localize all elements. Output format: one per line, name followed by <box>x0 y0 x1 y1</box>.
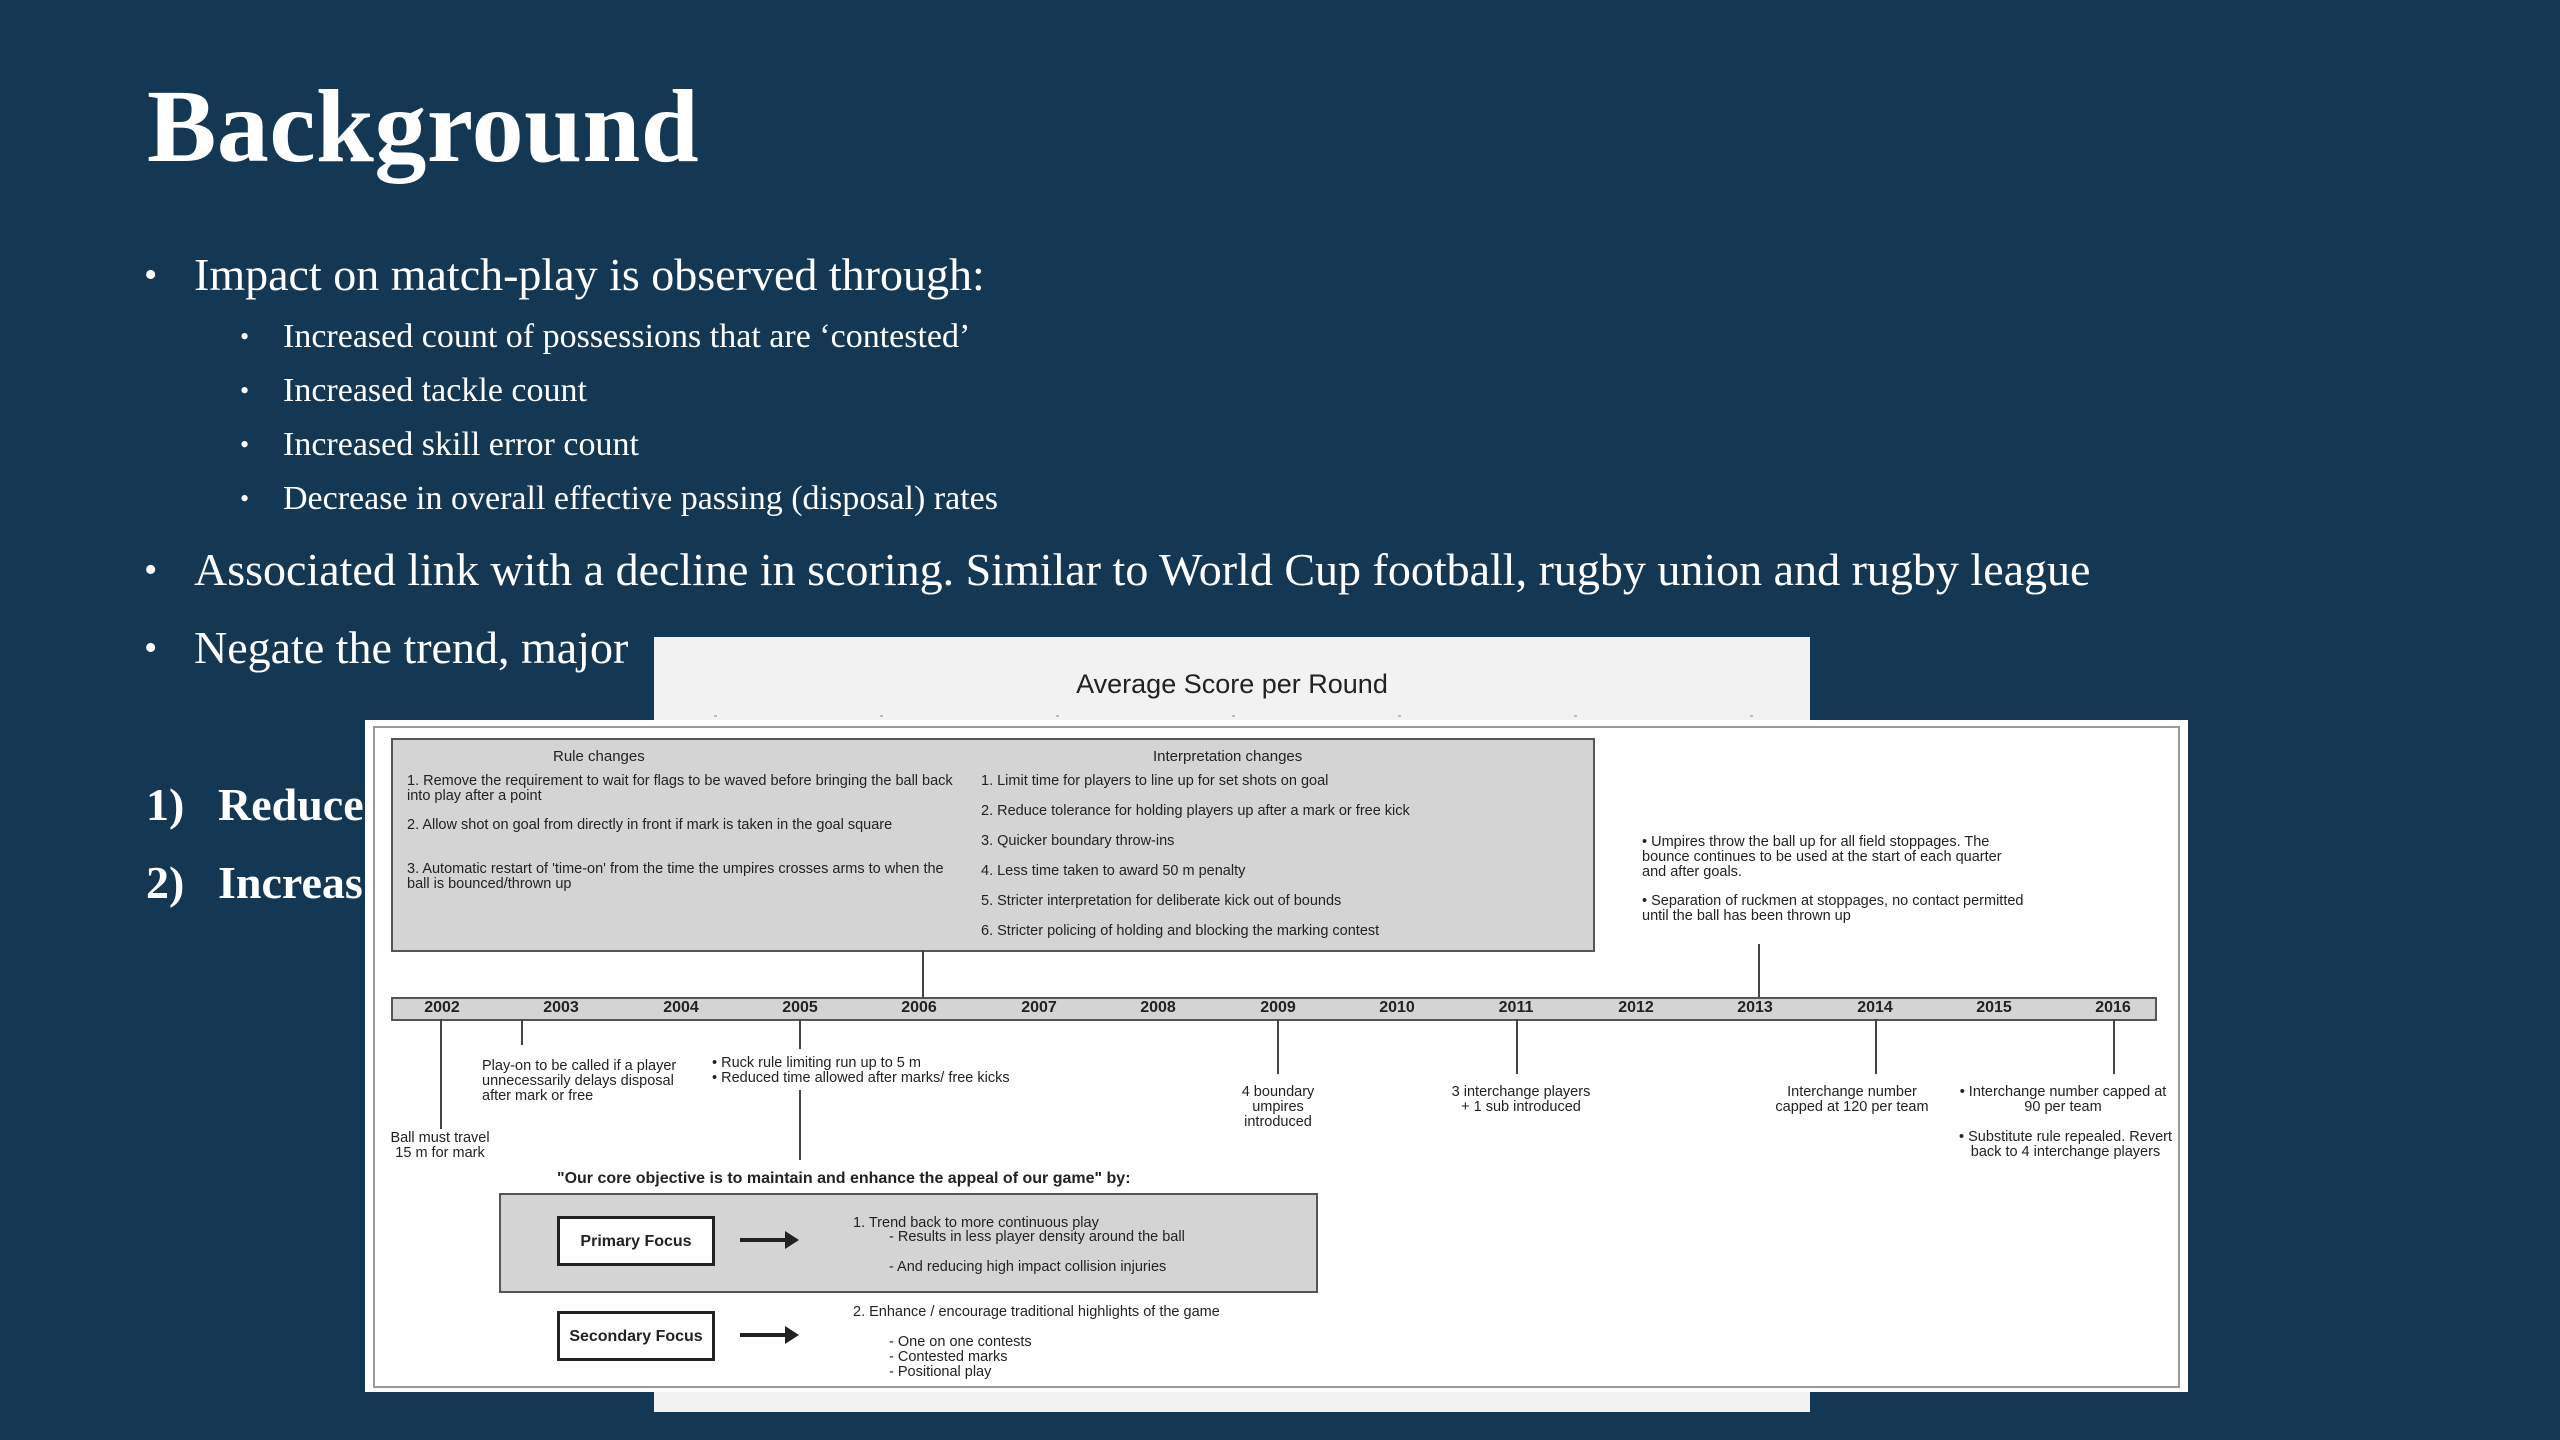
connector-line <box>922 950 924 997</box>
timeline-year: 2012 <box>1618 999 1654 1016</box>
timeline-note: Play-on to be called if a player unnecessarily delays disposal after mark or free <box>482 1058 677 1104</box>
item-text: Reduce <box>218 779 364 830</box>
timeline-note: • Substitute rule repealed. Revert back to 4 interchange players <box>1958 1129 2173 1160</box>
timeline-year: 2007 <box>1021 999 1057 1016</box>
timeline-year: 2013 <box>1737 999 1773 1016</box>
interpretation-change-item: 2. Reduce tolerance for holding players up after a mark or free kick <box>981 803 1410 819</box>
timeline-note: Ball must travel 15 m for mark <box>390 1130 490 1161</box>
rule-changes-box <box>391 738 1595 952</box>
timeline-year: 2006 <box>901 999 937 1016</box>
slide-title: Background <box>147 69 700 184</box>
timeline-note: 4 boundary umpires introduced <box>1241 1084 1315 1130</box>
rule-changes-timeline-figure <box>365 720 2188 1392</box>
chart-axis-ticks <box>714 715 1750 719</box>
rule-change-item: 3. Automatic restart of 'time-on' from the time the umpires crosses arms to when the ball is bounced/thrown up <box>407 861 944 892</box>
arrow-right-icon <box>740 1238 795 1242</box>
bullet-text: Negate the trend, major <box>194 622 629 673</box>
bullet-dot: • <box>240 430 250 459</box>
primary-focus-item: - Results in less player density around the ball <box>889 1229 1185 1245</box>
interpretation-changes-header: Interpretation changes <box>1153 748 1303 765</box>
timeline-year: 2005 <box>782 999 818 1016</box>
connector-line <box>1277 1019 1279 1074</box>
bullet-dot: • <box>240 322 250 351</box>
timeline-note: • Ruck rule limiting run up to 5 m <box>712 1055 921 1071</box>
rule-change-item: 1. Remove the requirement to wait for flags to be waved before bringing the ball back into play after a point <box>407 773 953 804</box>
secondary-focus-label: Secondary Focus <box>557 1311 715 1361</box>
secondary-focus-item: - Contested marks <box>889 1349 1008 1365</box>
connector-line <box>440 1019 442 1129</box>
arrow-right-icon <box>740 1333 795 1337</box>
timeline-note: Interchange number capped at 120 per team <box>1775 1084 1929 1115</box>
rule-change-item: 2. Allow shot on goal from directly in front if mark is taken in the goal square <box>407 817 893 833</box>
primary-focus-item: 1. Trend back to more continuous play <box>853 1215 1099 1231</box>
connector-line <box>2113 1019 2115 1074</box>
secondary-focus-item: 2. Enhance / encourage traditional highlights of the game <box>853 1304 1220 1320</box>
item-text: Increas <box>218 857 363 908</box>
timeline-year: 2011 <box>1498 999 1534 1016</box>
secondary-focus-item: - One on one contests <box>889 1334 1032 1350</box>
umpire-note: • Umpires throw the ball up for all field stoppages. The bounce continues to be used at the start of each quarter and after goals. <box>1642 834 2002 880</box>
timeline-year: 2003 <box>543 999 579 1016</box>
item-number: 1) <box>146 779 185 830</box>
timeline-note: 3 interchange players + 1 sub introduced <box>1451 1084 1591 1115</box>
timeline-year: 2014 <box>1857 999 1893 1016</box>
connector-line <box>1875 1019 1877 1074</box>
connector-line <box>799 1019 801 1049</box>
timeline-year: 2015 <box>1976 999 2012 1016</box>
timeline-year: 2010 <box>1379 999 1415 1016</box>
rule-changes-header: Rule changes <box>553 748 645 765</box>
bullet-dot: • <box>144 627 158 669</box>
sub-bullet-text: Decrease in overall effective passing (disposal) rates <box>283 480 998 517</box>
sub-bullet-text: Increased skill error count <box>283 426 639 463</box>
primary-focus-item: - And reducing high impact collision injuries <box>889 1259 1167 1275</box>
item-number: 2) <box>146 857 185 908</box>
secondary-focus-item: - Positional play <box>889 1364 992 1380</box>
sub-bullet-text: Increased tackle count <box>283 372 587 409</box>
bullet-dot: • <box>144 549 158 591</box>
timeline-year: 2009 <box>1260 999 1296 1016</box>
interpretation-change-item: 5. Stricter interpretation for deliberate kick out of bounds <box>981 893 1342 909</box>
bullet-text: Associated link with a decline in scoring. Similar to World Cup football, rugby union and rugby league <box>194 544 2091 595</box>
timeline-year: 2002 <box>424 999 460 1016</box>
primary-focus-label: Primary Focus <box>557 1216 715 1266</box>
bullet-text: Impact on match-play is observed through: <box>194 249 985 300</box>
core-objective-quote: "Our core objective is to maintain and enhance the appeal of our game" by: <box>557 1170 1131 1187</box>
umpire-note: • Separation of ruckmen at stoppages, no contact permitted until the ball has been thrown up <box>1642 893 2024 924</box>
bullet-dot: • <box>144 254 158 296</box>
timeline-year: 2016 <box>2095 999 2131 1016</box>
interpretation-change-item: 1. Limit time for players to line up for set shots on goal <box>981 773 1329 789</box>
connector-line <box>1516 1019 1518 1074</box>
timeline-year: 2008 <box>1140 999 1176 1016</box>
connector-line <box>521 1019 523 1045</box>
sub-bullet-text: Increased count of possessions that are ‘contested’ <box>283 318 971 355</box>
bullet-dot: • <box>240 376 250 405</box>
timeline-note: • Reduced time allowed after marks/ free kicks <box>712 1070 1010 1086</box>
timeline-year: 2004 <box>663 999 699 1016</box>
bullet-dot: • <box>240 484 250 513</box>
chart-title: Average Score per Round <box>1076 669 1388 699</box>
interpretation-change-item: 4. Less time taken to award 50 m penalty <box>981 863 1246 879</box>
connector-line <box>1758 944 1760 997</box>
timeline-note: • Interchange number capped at 90 per team <box>1959 1084 2167 1115</box>
interpretation-change-item: 6. Stricter policing of holding and blocking the marking contest <box>981 923 1380 939</box>
interpretation-change-item: 3. Quicker boundary throw-ins <box>981 833 1175 849</box>
connector-line <box>799 1090 801 1160</box>
